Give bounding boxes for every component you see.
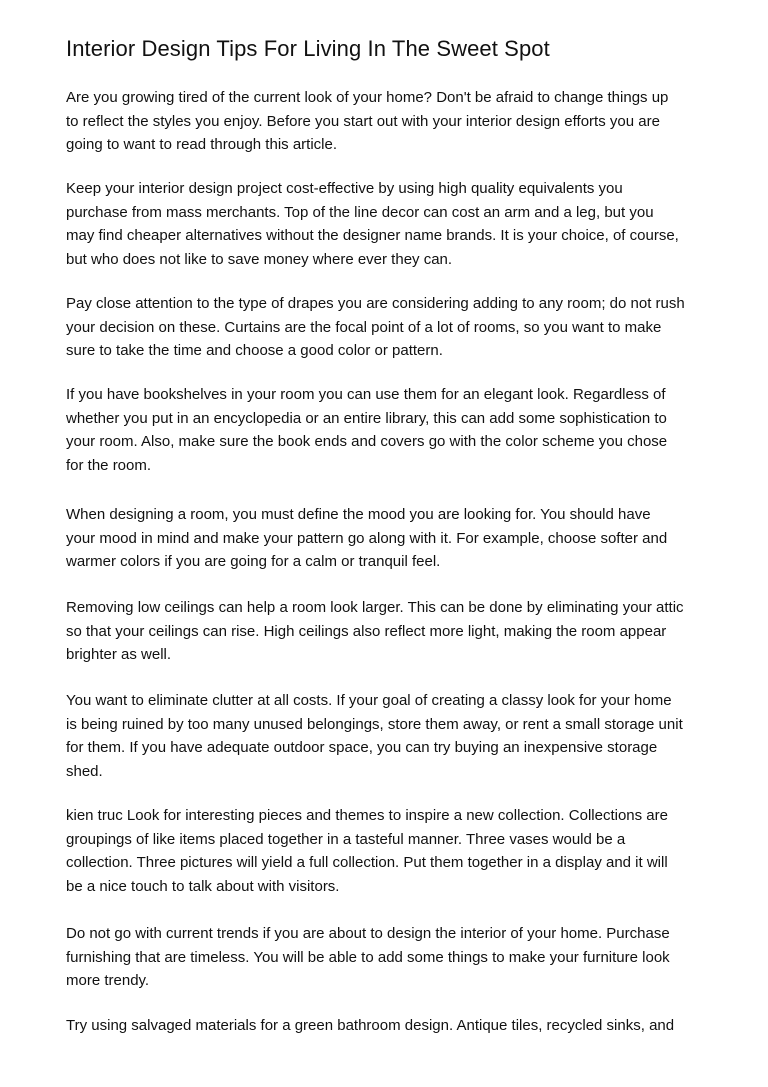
paragraph-line: so that your ceilings can rise. High ceilings also reflect more light, making the room appear xyxy=(66,622,667,640)
paragraph-trends xyxy=(66,922,670,993)
paragraph-drapes xyxy=(66,292,685,363)
paragraph-line: Do not go with current trends if you are about to design the interior of your home. Purchase xyxy=(66,925,670,942)
paragraph-line: groupings of like items placed together in a tasteful manner. Three vases would be a xyxy=(66,830,626,848)
paragraph-cost-effective xyxy=(66,177,679,271)
paragraph-line: collection. Three pictures will yield a full collection. Put them together in a display and it will xyxy=(66,854,668,871)
paragraph-line: warmer colors if you are going for a calm or tranquil feel. xyxy=(66,553,441,570)
paragraph-ceilings xyxy=(66,596,684,667)
paragraph-line: to reflect the styles you enjoy. Before you start out with your interior design efforts you are xyxy=(66,112,660,130)
paragraph-line: more trendy. xyxy=(66,972,150,989)
paragraph-line: brighter as well. xyxy=(66,646,172,663)
paragraph-line: shed. xyxy=(66,762,103,780)
paragraph-line: going to want to read through this article. xyxy=(66,136,337,153)
paragraph-line: but who does not like to save money where ever they can. xyxy=(66,250,453,268)
paragraph-line: Pay close attention to the type of drapes you are considering adding to any room; do not rush xyxy=(66,295,685,312)
paragraph-salvaged xyxy=(66,1014,674,1038)
paragraph-line: purchase from mass merchants. Top of the line decor can cost an arm and a leg, but you xyxy=(66,203,654,221)
paragraph-line: If you have bookshelves in your room you can use them for an elegant look. Regardless of xyxy=(66,386,666,403)
paragraph-collection xyxy=(66,804,668,898)
paragraph-line: may find cheaper alternatives without the designer name brands. It is your choice, of course, xyxy=(66,227,679,244)
paragraph-line: your mood in mind and make your pattern go along with it. For example, choose softer and xyxy=(66,529,668,547)
page-title: Interior Design Tips For Living In The Sweet Spot xyxy=(66,36,550,61)
paragraph-bookshelves xyxy=(66,383,667,477)
paragraph-line: Removing low ceilings can help a room look larger. This can be done by eliminating your attic xyxy=(66,599,684,616)
paragraph-line: be a nice touch to talk about with visitors. xyxy=(66,877,340,895)
paragraph-clutter xyxy=(66,689,683,783)
paragraph-line: furnishing that are timeless. You will be able to add some things to make your furniture look xyxy=(66,948,670,966)
paragraph-mood xyxy=(66,503,667,574)
paragraph-line: your decision on these. Curtains are the focal point of a lot of rooms, so you want to make xyxy=(66,318,662,336)
paragraph-intro xyxy=(66,86,668,157)
paragraph-line: sure to take the time and choose a good color or pattern. xyxy=(66,342,443,359)
paragraph-line: your room. Also, make sure the book ends and covers go with the color scheme you chose xyxy=(66,433,668,450)
paragraph-line: Are you growing tired of the current look of your home? Don't be afraid to change things up xyxy=(66,89,669,106)
paragraph-line: kien truc Look for interesting pieces and themes to inspire a new collection. Collections are xyxy=(66,807,668,824)
paragraph-line: When designing a room, you must define the mood you are looking for. You should have xyxy=(66,506,651,523)
paragraph-line: is being ruined by too many unused belongings, store them away, or rent a small storage unit xyxy=(66,715,683,733)
paragraph-line: whether you put in an encyclopedia or an entire library, this can add some sophistication to xyxy=(66,409,667,427)
paragraph-line: Try using salvaged materials for a green bathroom design. Antique tiles, recycled sinks, and xyxy=(66,1017,675,1034)
paragraph-line: Keep your interior design project cost-effective by using high quality equivalents you xyxy=(66,180,623,197)
paragraph-line: for the room. xyxy=(66,456,152,474)
paragraph-line: You want to eliminate clutter at all costs. If your goal of creating a classy look for your home xyxy=(66,692,672,709)
paragraph-line: for them. If you have adequate outdoor space, you can try buying an inexpensive storage xyxy=(66,739,658,756)
